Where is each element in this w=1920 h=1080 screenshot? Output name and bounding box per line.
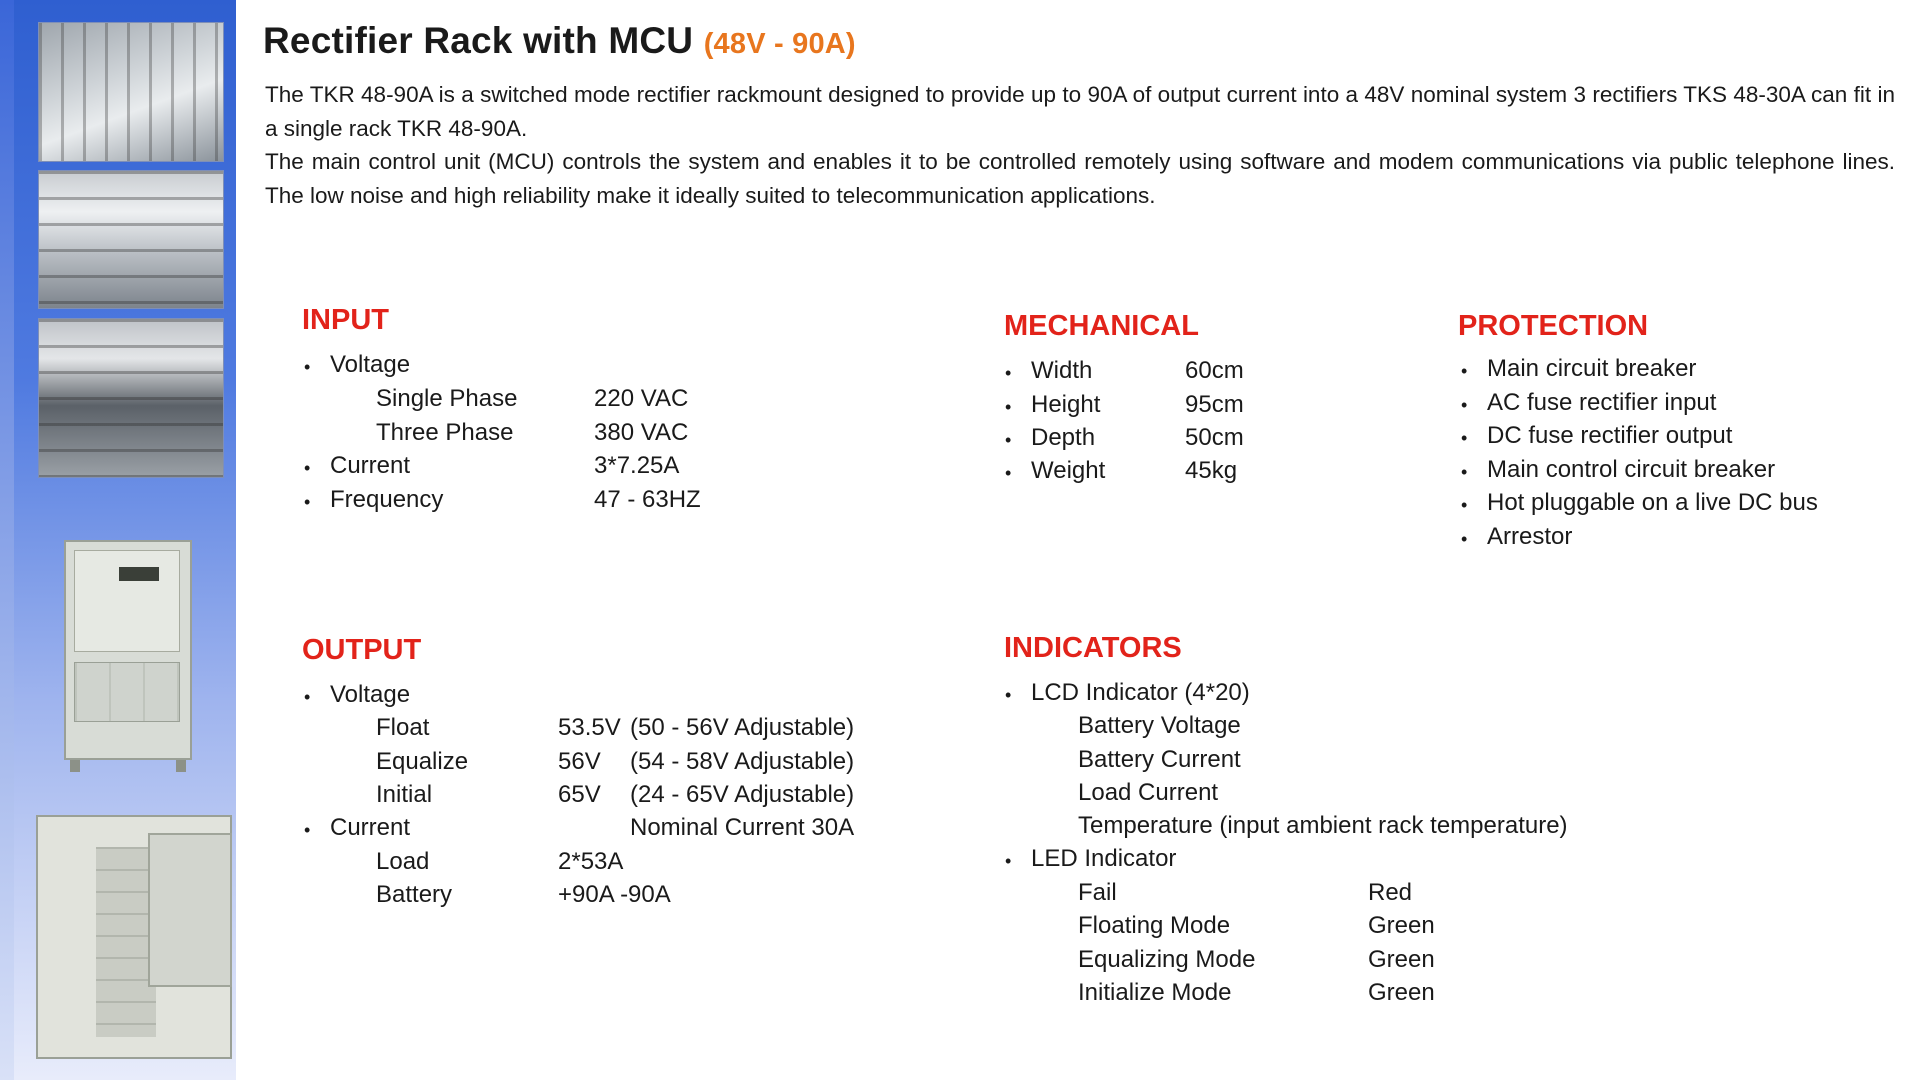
photo-rack-shelves [38, 318, 224, 478]
bullet: • [1461, 529, 1468, 549]
title-text: Rectifier Rack with MCU [263, 20, 694, 61]
bullet: • [304, 492, 311, 512]
indicators-section-title: INDICATORS [1004, 632, 1182, 664]
mechanical-weight-value: 45kg [1185, 457, 1238, 484]
mechanical-height-value: 95cm [1185, 391, 1244, 418]
protection-item: DC fuse rectifier output [1487, 422, 1733, 449]
input-frequency-label: Frequency [330, 486, 444, 513]
indicators-lcd-item: Battery Current [1078, 746, 1241, 773]
photo-rack-cabinet-open [36, 815, 232, 1059]
bullet: • [1005, 430, 1012, 450]
output-battery-value: +90A -90A [558, 881, 671, 908]
output-voltage-label: Voltage [330, 681, 411, 708]
protection-item: Arrestor [1487, 523, 1573, 550]
output-battery-label: Battery [376, 881, 453, 908]
output-current-label: Current [330, 814, 411, 841]
output-load-value: 2*53A [558, 848, 624, 875]
input-single-phase-value: 220 VAC [594, 385, 689, 412]
mechanical-section-title: MECHANICAL [1004, 310, 1199, 342]
indicators-led-item-label: Fail [1078, 879, 1117, 906]
protection-section-title: PROTECTION [1458, 310, 1649, 342]
bullet: • [1461, 428, 1468, 448]
photo-sidebar [0, 0, 236, 1080]
output-initial-range: (24 - 65V Adjustable) [630, 781, 855, 808]
mechanical-height-label: Height [1031, 391, 1101, 418]
input-single-phase-label: Single Phase [376, 385, 518, 412]
protection-item: Main control circuit breaker [1487, 456, 1776, 483]
title-rating: (48V - 90A) [703, 28, 856, 60]
indicators-lcd-item: Battery Voltage [1078, 712, 1241, 739]
input-current-label: Current [330, 452, 411, 479]
output-float-range: (50 - 56V Adjustable) [630, 714, 855, 741]
bullet: • [1005, 463, 1012, 483]
photo-production-line [38, 170, 224, 309]
indicators-led-item-label: Initialize Mode [1078, 979, 1232, 1006]
bullet: • [1461, 361, 1468, 381]
indicators-lcd-item: Load Current [1078, 779, 1219, 806]
output-initial-value: 65V [558, 781, 601, 808]
bullet: • [1461, 495, 1468, 515]
mechanical-width-label: Width [1031, 357, 1093, 384]
bullet: • [304, 357, 311, 377]
indicators-lcd-item: Temperature (input ambient rack temperature) [1078, 812, 1568, 839]
mechanical-depth-value: 50cm [1185, 424, 1244, 451]
output-equalize-range: (54 - 58V Adjustable) [630, 748, 855, 775]
sidebar-edge [0, 0, 14, 1080]
bullet: • [1005, 397, 1012, 417]
mechanical-width-value: 60cm [1185, 357, 1244, 384]
indicators-led-item-value: Green [1368, 979, 1435, 1006]
output-section-title: OUTPUT [302, 634, 422, 666]
photo-factory-floor [38, 22, 224, 162]
bullet: • [1005, 851, 1012, 871]
intro-text [265, 78, 1895, 212]
photo-rack-cabinet-closed [64, 540, 192, 760]
indicators-led-label: LED Indicator [1031, 845, 1177, 872]
page-title [263, 20, 856, 62]
output-equalize-label: Equalize [376, 748, 469, 775]
indicators-led-item-label: Floating Mode [1078, 912, 1231, 939]
mechanical-depth-label: Depth [1031, 424, 1096, 451]
bullet: • [1461, 462, 1468, 482]
input-section-title: INPUT [302, 304, 389, 336]
indicators-lcd-label: LCD Indicator (4*20) [1031, 679, 1250, 706]
input-frequency-value: 47 - 63HZ [594, 486, 701, 513]
input-voltage-label: Voltage [330, 351, 411, 378]
output-equalize-value: 56V [558, 748, 601, 775]
bullet: • [1461, 395, 1468, 415]
protection-item: AC fuse rectifier input [1487, 389, 1717, 416]
mechanical-weight-label: Weight [1031, 457, 1106, 484]
output-float-value: 53.5V [558, 714, 621, 741]
bullet: • [304, 820, 311, 840]
intro-paragraph-2: The main control unit (MCU) controls the system and enables it to be controlled remotely using software and modem communications via public telephone lines. The low noise and high reliability make it ideally suited to telecommunication applications. [265, 149, 1895, 208]
indicators-led-item-value: Red [1368, 879, 1413, 906]
input-current-value: 3*7.25A [594, 452, 680, 479]
output-load-label: Load [376, 848, 430, 875]
protection-item: Hot pluggable on a live DC bus [1487, 489, 1818, 516]
input-three-phase-label: Three Phase [376, 419, 514, 446]
indicators-led-item-value: Green [1368, 912, 1435, 939]
indicators-led-item-label: Equalizing Mode [1078, 946, 1256, 973]
intro-paragraph-1: The TKR 48-90A is a switched mode rectifier rackmount designed to provide up to 90A of output current into a 48V nominal system 3 rectifiers TKS 48-30A can fit in a single rack TKR 48-90A. [265, 82, 1895, 141]
bullet: • [304, 687, 311, 707]
protection-item: Main circuit breaker [1487, 355, 1697, 382]
bullet: • [1005, 685, 1012, 705]
bullet: • [1005, 363, 1012, 383]
input-three-phase-value: 380 VAC [594, 419, 689, 446]
indicators-led-item-value: Green [1368, 946, 1435, 973]
output-current-note: Nominal Current 30A [630, 814, 855, 841]
output-initial-label: Initial [376, 781, 433, 808]
bullet: • [304, 458, 311, 478]
output-float-label: Float [376, 714, 430, 741]
